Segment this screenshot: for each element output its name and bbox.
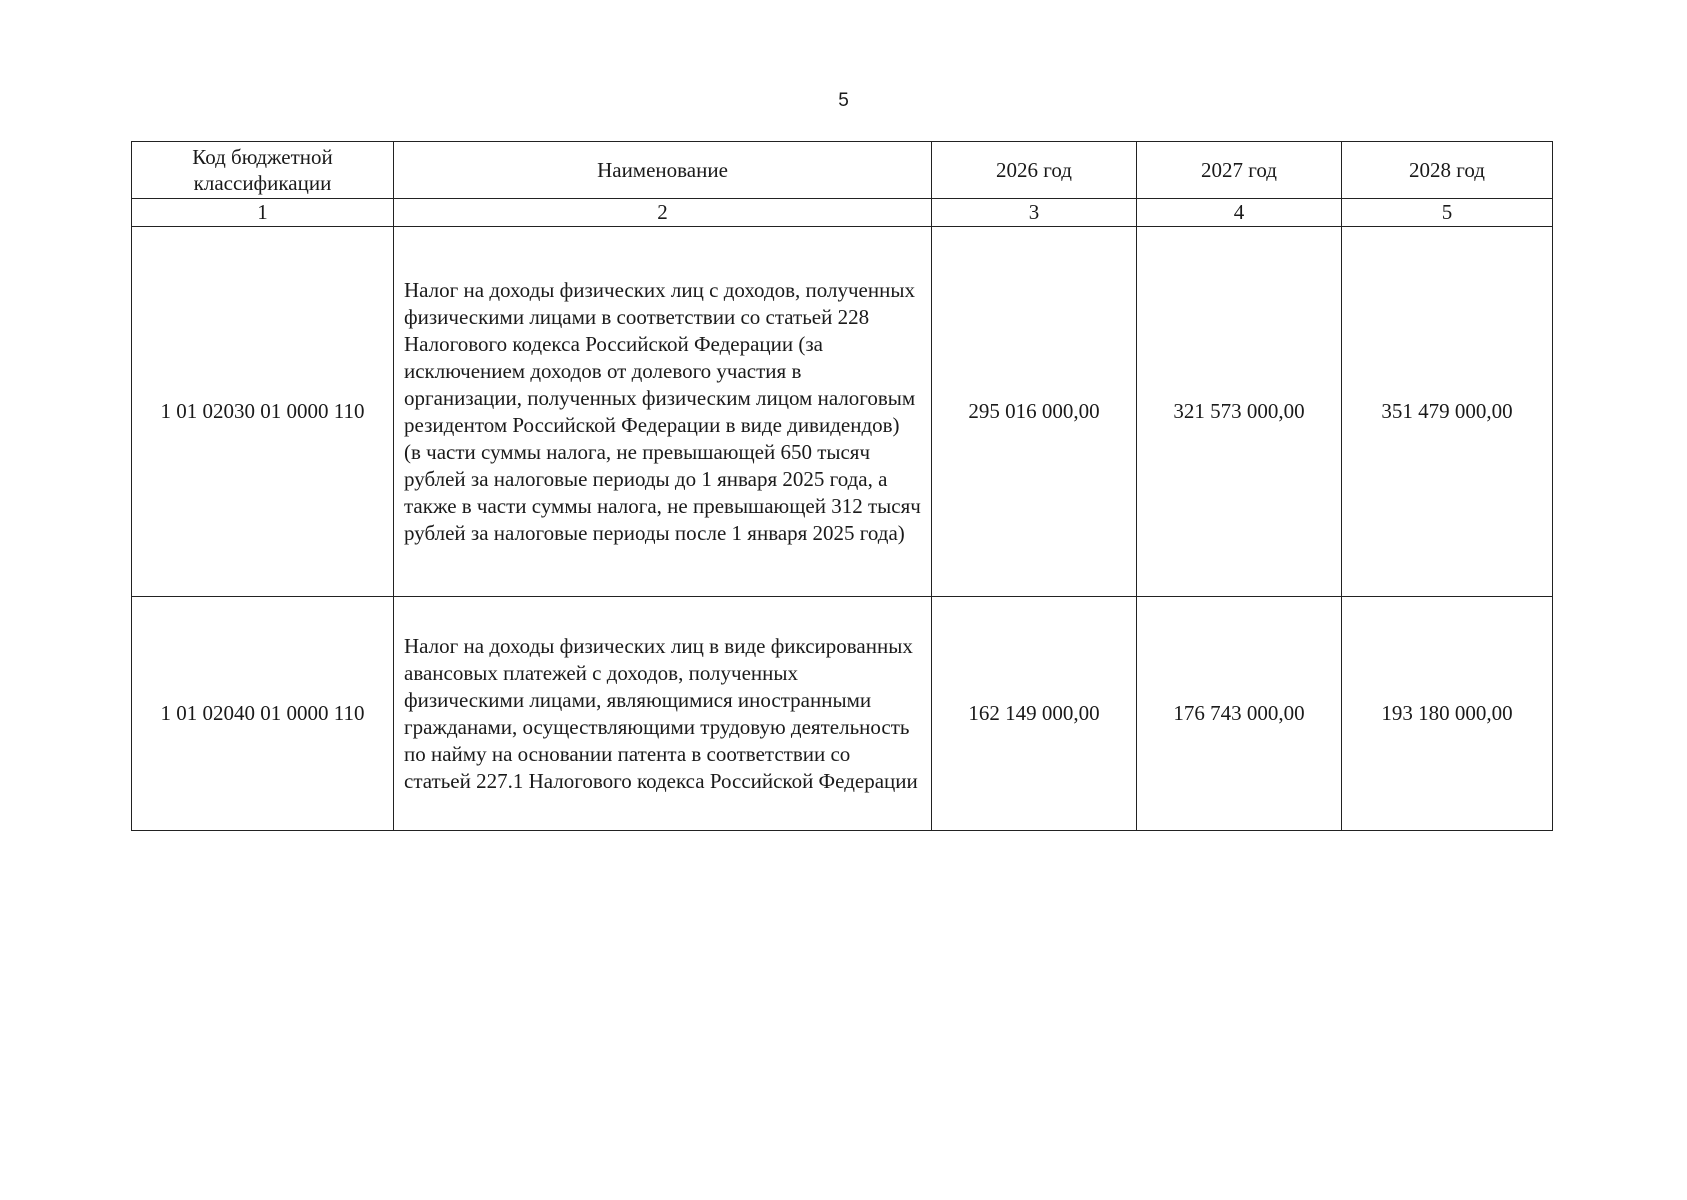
amount-2028-cell: 193 180 000,00 — [1342, 597, 1553, 831]
amount-2027-cell: 176 743 000,00 — [1137, 597, 1342, 831]
table-row — [132, 597, 1553, 831]
table-header-row — [132, 142, 1553, 199]
budget-code-cell: 1 01 02040 01 0000 110 — [132, 597, 394, 831]
amount-2026-cell: 295 016 000,00 — [932, 227, 1137, 597]
page-number: 5 — [838, 90, 849, 111]
column-number: 1 — [132, 199, 394, 227]
budget-code-cell: 1 01 02030 01 0000 110 — [132, 227, 394, 597]
table-row — [132, 227, 1553, 597]
amount-2028-cell: 351 479 000,00 — [1342, 227, 1553, 597]
budget-revenue-table — [131, 141, 1553, 831]
column-number: 3 — [932, 199, 1137, 227]
header-2027: 2027 год — [1137, 142, 1342, 199]
amount-2026-cell: 162 149 000,00 — [932, 597, 1137, 831]
column-number: 5 — [1342, 199, 1553, 227]
column-number: 2 — [394, 199, 932, 227]
header-code: Код бюджетной классификации — [132, 142, 394, 199]
column-number: 4 — [1137, 199, 1342, 227]
column-number-row — [132, 199, 1553, 227]
revenue-name-cell: Налог на доходы физических лиц с доходов, полученных физическими лицами в соответствии со статьей 228 Налогового кодекса Российской Федерации (за исключением доходов от долевого участия в организации, полученных физическим лицом налоговым резидентом Российской Федерации в виде дивидендов) (в части суммы налога, не превышающей 650 тысяч рублей за налоговые периоды до 1 января 2025 года, а также в части суммы налога, не превышающей 312 тысяч рублей за налоговые периоды после 1 января 2025 года) — [394, 227, 932, 597]
revenue-name-cell: Налог на доходы физических лиц в виде фиксированных авансовых платежей с доходов, полученных физическими лицами, являющимися иностранными гражданами, осуществляющими трудовую деятельность по найму на основании патента в соответствии со статьей 227.1 Налогового кодекса Российской Федерации — [394, 597, 932, 831]
header-name: Наименование — [394, 142, 932, 199]
header-2026: 2026 год — [932, 142, 1137, 199]
header-2028: 2028 год — [1342, 142, 1553, 199]
amount-2027-cell: 321 573 000,00 — [1137, 227, 1342, 597]
